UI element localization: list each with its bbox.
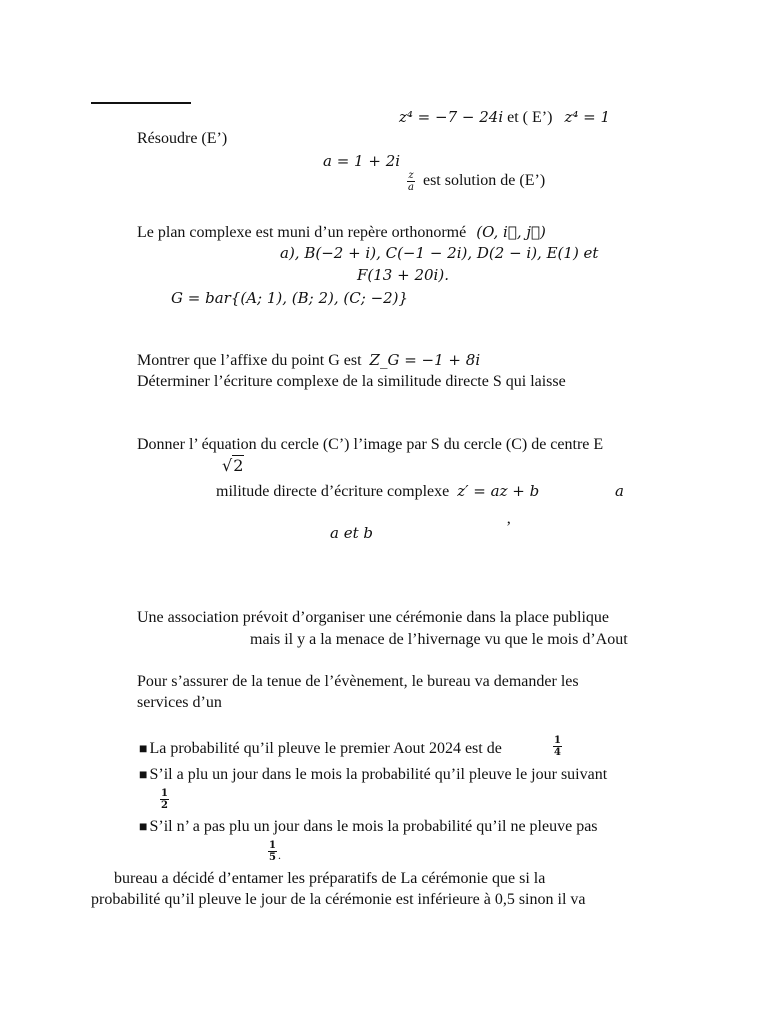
sqrt-radicand: 2	[233, 456, 244, 475]
fraction-period: .	[278, 848, 281, 862]
bureau-line-1: Pour s’assurer de la tenue de l’évènement, le bureau va demander les	[137, 673, 579, 690]
fraction-denominator: 5	[269, 852, 276, 863]
solution-text: est solution de (E’)	[422, 172, 546, 190]
association-line-1: Une association prévoit d’organiser une cérémonie dans la place publique	[137, 609, 609, 626]
equation-e-math: z⁴ = −7 − 24i	[399, 108, 504, 126]
fraction-numerator: 1	[161, 788, 168, 799]
equation-line	[399, 108, 610, 127]
fraction-denominator: 4	[554, 747, 561, 758]
bureau-line-2: services d’un	[137, 694, 222, 711]
resoudre-line: Résoudre (E’)	[137, 130, 228, 147]
montrer-line	[137, 351, 480, 370]
comma-mark: ’	[506, 519, 512, 536]
equation-e-prime-math: z⁴ = 1	[564, 108, 611, 126]
sqrt-two: √2	[222, 456, 244, 475]
plan-text: Le plan complexe est muni d’un repère orthonormé	[137, 224, 467, 241]
a-et-b: a et b	[330, 524, 373, 542]
equation-e-prime-label: et ( E’)	[507, 109, 553, 126]
barycentre-definition: G = bar{(A; 1), (B; 2), (C; −2)}	[171, 289, 409, 307]
lone-a: a	[615, 482, 624, 500]
similitude-math: z′ = az + b	[457, 482, 540, 500]
a-definition: a = 1 + 2i	[323, 152, 401, 170]
fraction-one-fifth	[268, 840, 277, 863]
solution-line	[407, 170, 545, 193]
bullet-item-1	[139, 740, 502, 759]
bullet-item-2	[139, 766, 607, 785]
repere-math: (O, i⃗, j⃗)	[476, 223, 546, 241]
bullet-text-1: La probabilité qu’il pleuve le premier Aout 2024 est de	[149, 740, 502, 757]
fraction-one-quarter	[553, 735, 562, 758]
bullet-text-2: S’il a plu un jour dans le mois la probabilité qu’il pleuve le jour suivant	[149, 766, 608, 783]
bullet-text-3: S’il n’ a pas plu un jour dans le mois la probabilité qu’il ne pleuve pas	[149, 818, 598, 835]
square-bullet-icon: ■	[139, 768, 148, 783]
fraction-denominator: 2	[161, 800, 168, 811]
montrer-math: Z_G = −1 + 8i	[369, 351, 481, 369]
plan-line	[137, 223, 546, 242]
montrer-text: Montrer que l’affixe du point G est	[137, 352, 362, 369]
header-rule	[91, 102, 191, 104]
fraction-denominator: a	[408, 182, 414, 193]
fraction-numerator: 1	[554, 735, 561, 746]
similitude-text: militude directe d’écriture complexe	[216, 483, 450, 500]
square-bullet-icon: ■	[139, 742, 148, 757]
final-line-2: probabilité qu’il pleuve le jour de la cérémonie est inférieure à 0,5 sinon il va	[91, 891, 586, 908]
association-line-2: mais il y a la menace de l’hivernage vu que le mois d’Aout	[250, 631, 628, 648]
fraction-one-half	[160, 788, 169, 811]
square-bullet-icon: ■	[139, 820, 148, 835]
fraction-numerator: 1	[269, 840, 276, 851]
fraction-numerator: z	[408, 170, 414, 181]
determiner-line: Déterminer l’écriture complexe de la similitude directe S qui laisse	[137, 373, 566, 390]
bullet-item-3	[139, 818, 598, 837]
z-over-a-fraction	[407, 170, 415, 193]
donner-line: Donner l’ équation du cercle (C’) l’image par S du cercle (C) de centre E	[137, 436, 604, 453]
similitude-line	[216, 482, 539, 501]
points-line-2: F(13 + 20i).	[357, 266, 449, 284]
final-line-1: bureau a décidé d’entamer les préparatifs de La cérémonie que si la	[114, 870, 546, 887]
points-line-1: a), B(−2 + i), C(−1 − 2i), D(2 − i), E(1) et	[280, 244, 599, 262]
